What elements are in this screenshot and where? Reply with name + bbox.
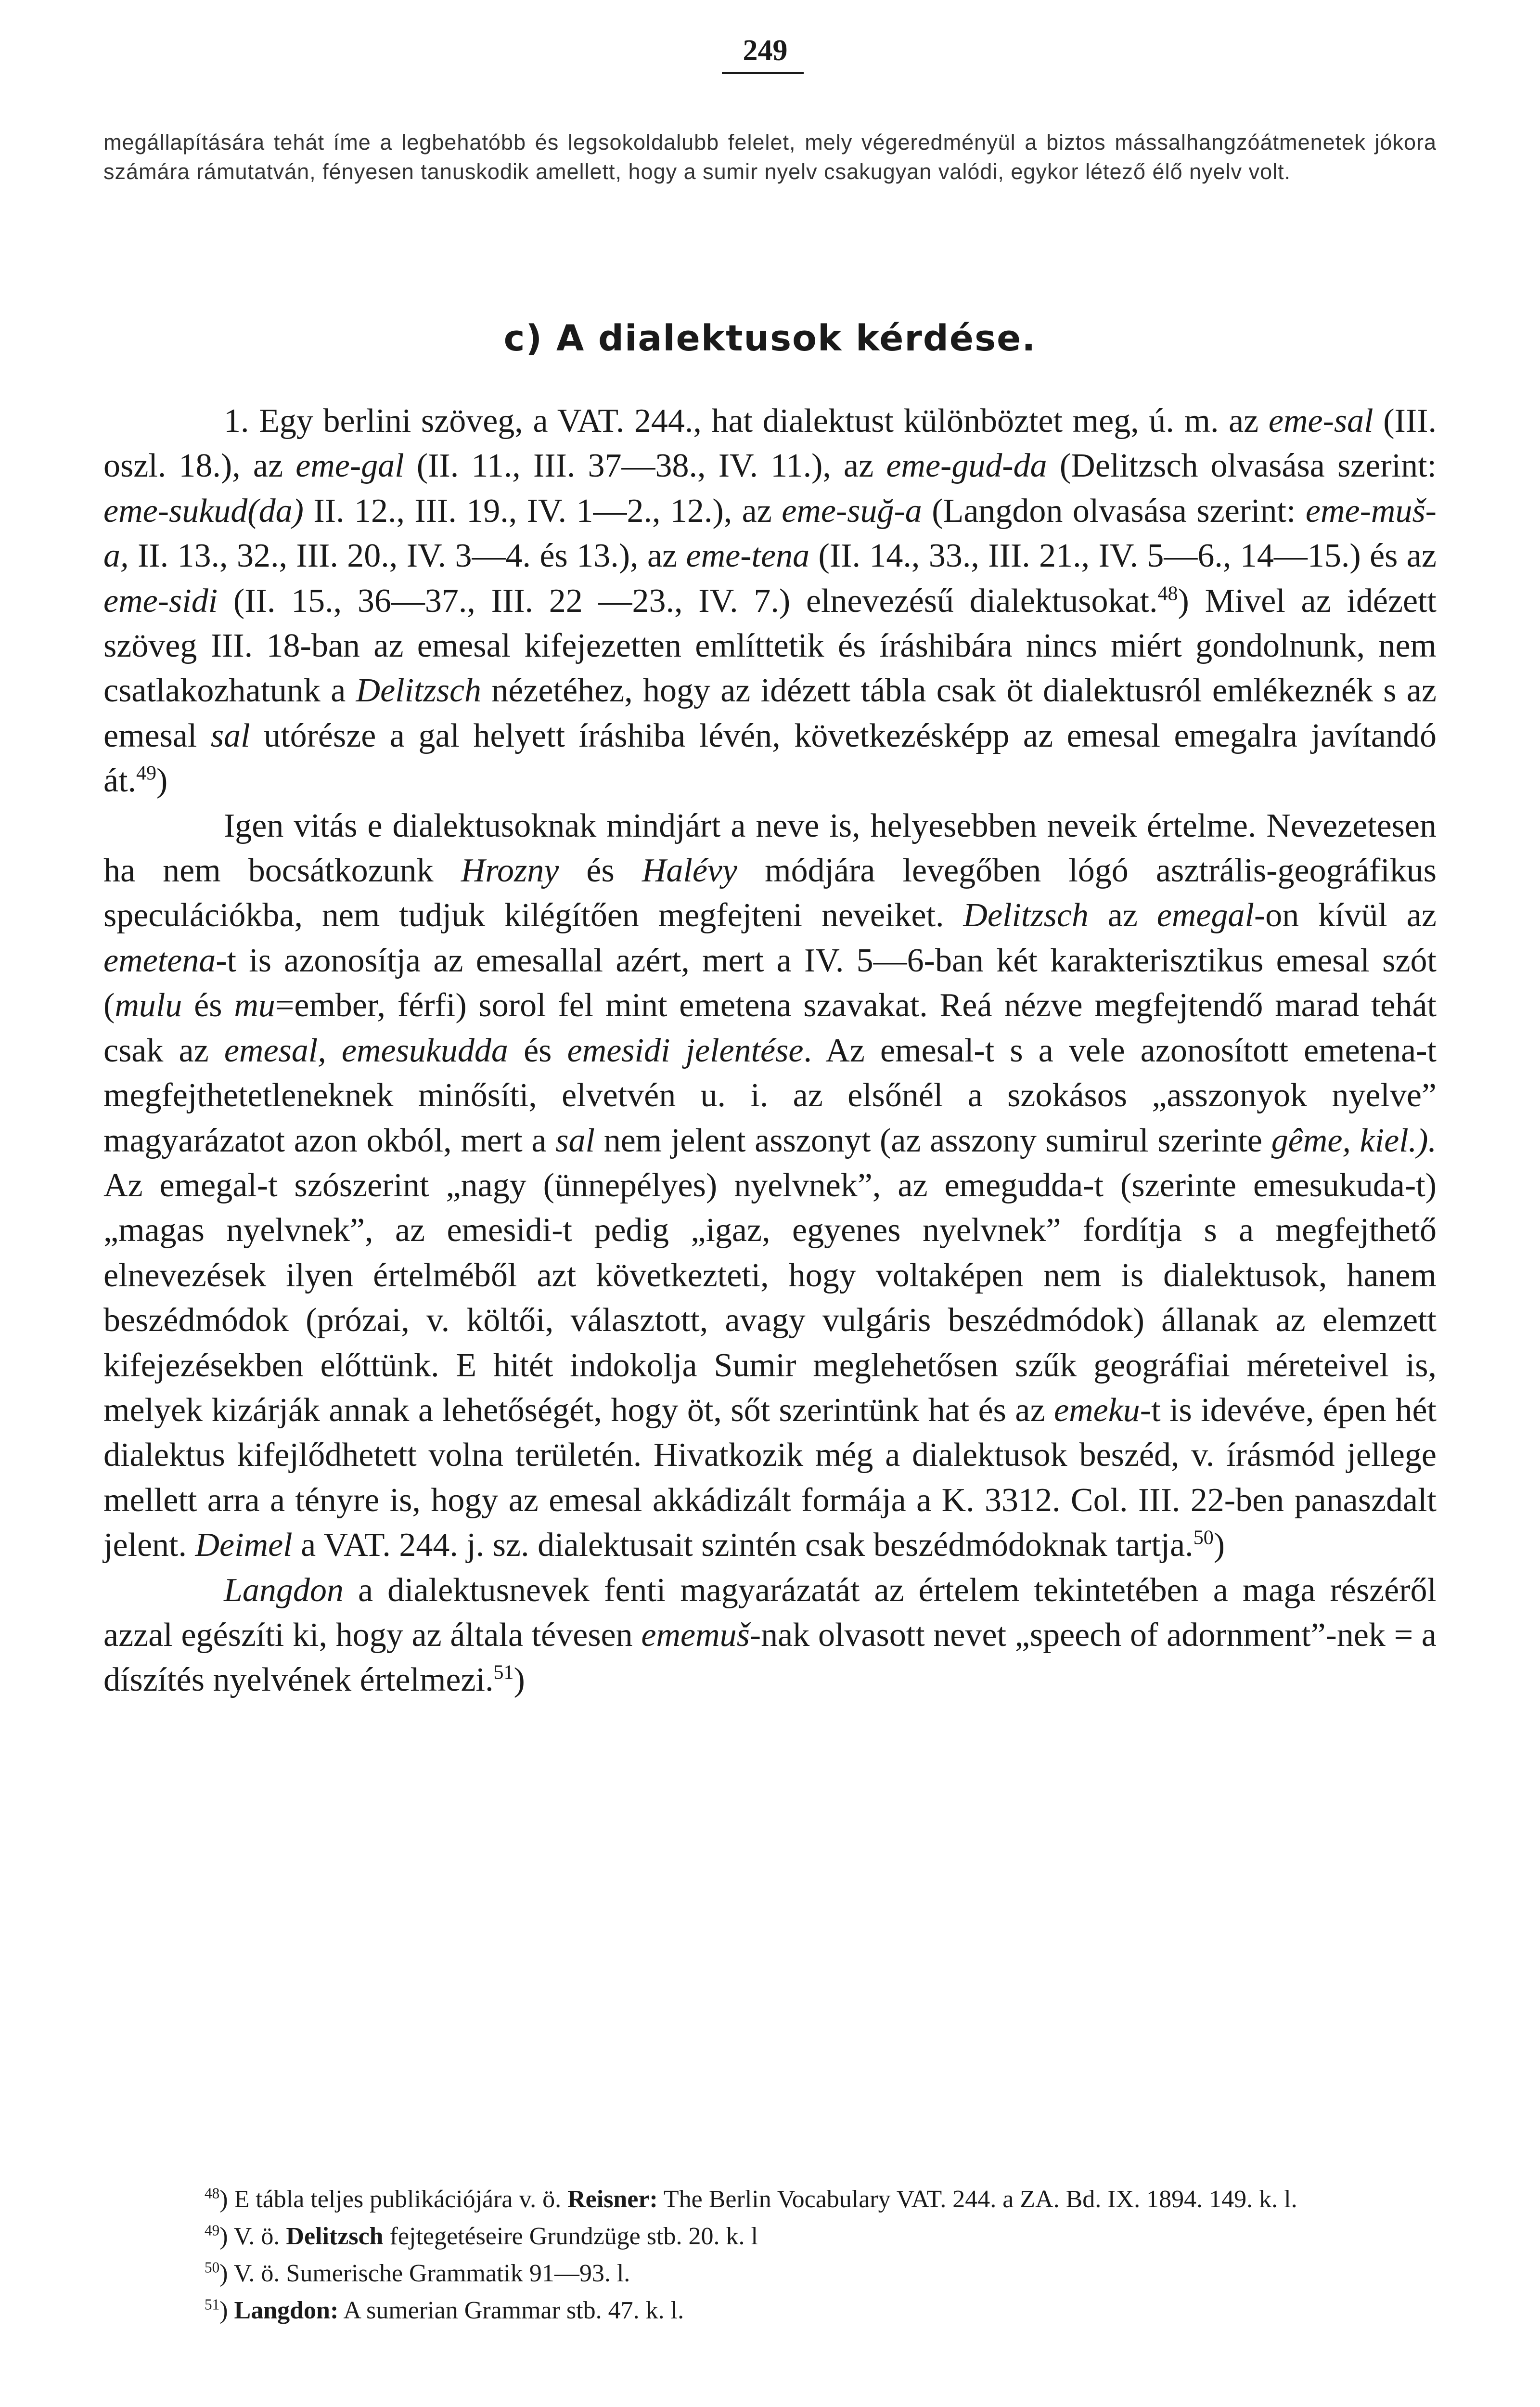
footnote-48: $^{48}$) E tábla teljes publikációjára v. ö. Reisner: The Berlin Vocabulary VAT. 244. a ZA. Bd. IX. 1894. 149. k. l.	[205, 2185, 1297, 2213]
intro-paragraph: megállapítására tehát íme a legbehatóbb és legsokoldalubb felelet, mely végeredményül a biztos mássalhangzóátmenetek jókora számára rámutatván, fényesen tanuskodik amellett, hogy a sumir nyelv csakugyan valódi, egykor létező élő nyelv volt.	[103, 130, 1437, 184]
footnote-ref-50[interactable]: 50	[1193, 1527, 1214, 1549]
body-text	[103, 399, 1437, 1703]
section-heading: c) A dialektusok kérdése.	[503, 318, 1037, 359]
page-number-underline	[722, 72, 804, 74]
footnote-51: $^{51}$) Langdon: A sumerian Grammar stb. 47. k. l.	[205, 2296, 684, 2324]
paragraph-2: Igen vitás e dialektusoknak mindjárt a neve is, helyesebben neveik értelme. Nevezetesen ha nem bocsátkozunk Hrozny és Halévy módjára levegőben lógó asztrális-geográfikus speculációkba, nem tudjuk kilégítően megfejteni neveiket. Delitzsch az emegal-on kívül az emetena-t is azonosítja az emesallal azért, mert a IV. 5—6-ban két karakterisztikus emesal szót (mulu és mu=ember, férfi) sorol fel mint emetena szavakat. Reá nézve megfejtendő marad tehát csak az emesal, emesukudda és emesidi jelentése. Az emesal-t s a vele azonosított emetena-t megfejthetetleneknek minősíti, elvetvén u. i. az elsőnél a szokásos „asszonyok nyelve” magyarázatot azon okból, mert a sal nem jelent asszonyt (az asszony sumirul szerinte gême, kiel.). Az emegal-t szószerint „nagy (ünnepélyes) nyelvnek”, az emegudda-t (szerinte emesukuda-t) „magas nyelvnek”, az emesidi-t pedig „igaz, egyenes nyelvnek” fordítja s a megfejthető elnevezések ilyen értelméből azt következteti, hogy voltaképen nem is dialektusok, hanem beszédmódok (prózai, v. költői, választott, avagy vulgáris beszédmódok) állanak az elemzett kifejezésekben előttünk. E hitét indokolja Sumir meglehetősen szűk geográfiai méreteivel is, melyek kizárják annak a lehetőségét, hogy öt, sőt szerintünk hat és az emeku-t is idevéve, épen hét dialektus kifejlődhetett volna területén. Hivatkozik még a dialektusok beszéd, v. írásmód jellege mellett arra a tényre is, hogy az emesal akkádizált formája a K. 3312. Col. III. 22-ben panaszdalt jelent. Deimel a VAT. 244. j. sz. dialektusait szintén csak beszédmódoknak tartja.$^{50}$)	[103, 807, 1437, 1564]
footnote-49: $^{49}$) V. ö. Delitzsch fejtegetéseire Grundzüge stb. 20. k. l	[205, 2222, 758, 2250]
paragraph-1: 1. Egy berlini szöveg, a VAT. 244., hat dialektust különböztet meg, ú. m. az eme-sal (III. oszl. 18.), az eme-gal (II. 11., III. 37—38., IV. 11.), az eme-gud-da (Delitzsch olvasása szerint: eme-sukud(da) II. 12., III. 19., IV. 1—2., 12.), az eme-suğ-a (Langdon olvasása szerint: eme-muš-a, II. 13., 32., III. 20., IV. 3—4. és 13.), az eme-tena (II. 14., 33., III. 21., IV. 5—6., 14—15.) és az eme-sidi (II. 15., 36—37., III. 22 —23., IV. 7.) elnevezésű dialektusokat.$^{48}$) Mivel az idézett szöveg III. 18-ban az emesal kifejezetten említtetik és íráshibára nincs miért gondolnunk, nem csatlakozhatunk a Delitzsch nézetéhez, hogy az idézett tábla csak öt dialektusról emlékeznék s az emesal sal utórésze a gal helyett íráshiba lévén, következésképp az emesal emegalra javítandó át.$^{49}$)	[103, 402, 1437, 800]
paragraph-3: Langdon a dialektusnevek fenti magyarázatát az értelem tekintetében a maga részéről azzal egészíti ki, hogy az általa tévesen ememuš-nak olvasott nevet „speech of adornment”-nek = a díszítés nyelvének értelmezi.$^{51}$)	[103, 1571, 1437, 1699]
footnote-ref-48[interactable]: 48	[1157, 582, 1178, 605]
footnote-50: $^{50}$) V. ö. Sumerische Grammatik 91—93. l.	[205, 2259, 630, 2287]
page-number: 249	[743, 34, 788, 67]
footnotes	[103, 2181, 1437, 2329]
footnote-ref-51[interactable]: 51	[493, 1662, 514, 1684]
footnote-ref-49[interactable]: 49	[136, 762, 157, 785]
